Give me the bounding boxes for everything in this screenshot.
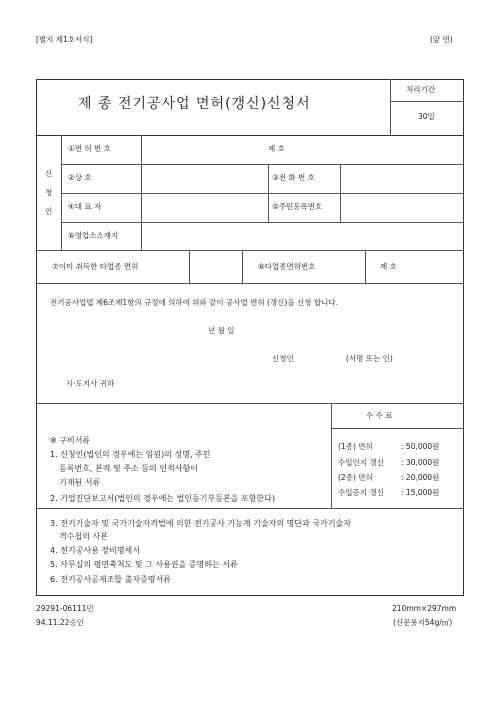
statement-date: 년 월 일 [208,326,235,335]
fee-row-1-label: (1종) 면허 [338,442,373,451]
document-item: 기재된 서류 [59,478,101,487]
statement-body: 전기공사업법 제6조제1항의 규정에 의하여 위와 같이 공사업 면허 (갱신)을 신청 합니다. [50,298,338,307]
fee-row-2-value: : 30,000원 [401,458,440,467]
applicant-label-2: 청 [45,188,53,197]
page-side: (앞 면) [430,35,453,44]
signature-field[interactable]: (서명 또는 인) [346,354,393,363]
trade-name-label: ②상 호 [68,173,92,182]
form-code: 29291-06111민 [36,604,94,613]
section-top [36,135,464,136]
document-item: 6. 전기공사공제조합 출자증명서류 [50,575,171,584]
frame-top [36,79,464,80]
other-license-label: ⑦이미 취득한 타업종 면허 [52,262,139,271]
resident-no-label: ⑤주민등록번호 [272,202,323,211]
paper-size: 210mm×297mm [392,604,457,613]
label-col-divider [141,135,142,250]
page-title: 제 종 전기공사업 면허(갱신)신청서 [78,96,311,112]
applicant-label-1: 신 [45,169,53,178]
other-col-1 [189,250,190,283]
frame-left [36,79,37,595]
document-item: 5. 사무실의 평면축척도 및 그 사용권을 증명하는 서류 [50,560,238,569]
document-item: 등록번호, 본적 및 주소 등의 인적사항이 [59,464,198,473]
fee-row-3-label: (2종) 면허 [338,473,373,482]
fee-row-2-label: 수입인지 갱신 [338,458,384,467]
other-license-no-label: ⑧타업종면허번호 [258,262,316,271]
frame-bottom [36,595,464,596]
other-col-2 [242,250,243,283]
frame-right [463,79,464,595]
license-no-label: ①면 허 번 호 [68,144,111,153]
fee-row-4-label: 수입증지 갱신 [338,488,384,497]
office-address-label: ⑥영업소소재지 [68,231,119,240]
fee-row-4-value: : 15,000원 [401,488,440,497]
document-item: 격수첩의 사본 [59,532,108,541]
fee-row-3-value: : 20,000원 [401,473,440,482]
document-item: 4. 전기공사용 장비명세서 [50,546,140,555]
row-line-3 [61,222,463,223]
document-item: 3. 전기기술자 및 국가기술자격법에 의한 전기공사 기능계 기술자의 명단과 국가기술자 [50,519,351,528]
fee-title-line [331,428,463,429]
mid-col-right [340,164,341,222]
documents-title: ※ 구비서류 [50,436,91,445]
processing-value: 30일 [418,112,435,121]
applicant-label-3: 인 [45,207,53,216]
fee-title: 수 수 료 [366,411,393,420]
document-item: 2. 기업진단보고서(법인의 경우에는 법인등기부등본을 포함한다) [50,494,275,503]
other-license-top [36,250,464,251]
lower-section-top [36,403,464,404]
row-line-1 [61,164,463,165]
representative-label: ④대 표 자 [68,202,102,211]
fee-row-1-value: : 50,000원 [401,442,440,451]
processing-divider [390,101,463,102]
phone-label: ③전 화 번 호 [272,173,315,182]
other-license-no-field[interactable]: 제 호 [380,262,397,271]
approval-date: 94.11.22승인 [36,618,84,627]
license-no-field[interactable]: 제 호 [268,144,285,153]
title-divider [390,79,391,135]
mid-col-left [268,164,269,222]
fee-box-bottom [36,508,464,509]
other-license-bottom [36,283,464,284]
form-number: [별지 제1호서식] [36,35,93,44]
document-item: 1. 신청인(법인의 경우에는 임원)의 성명, 주민 [50,450,211,459]
processing-label: 처리기간 [406,85,435,94]
applicant-sign-label: 신청인 [272,354,294,363]
paper-type: (신문용지54g/㎡) [393,618,453,627]
fee-box-left [331,403,332,508]
other-col-3 [365,250,366,283]
addressee: 시·도지사 귀하 [66,379,115,388]
row-line-2 [61,193,463,194]
